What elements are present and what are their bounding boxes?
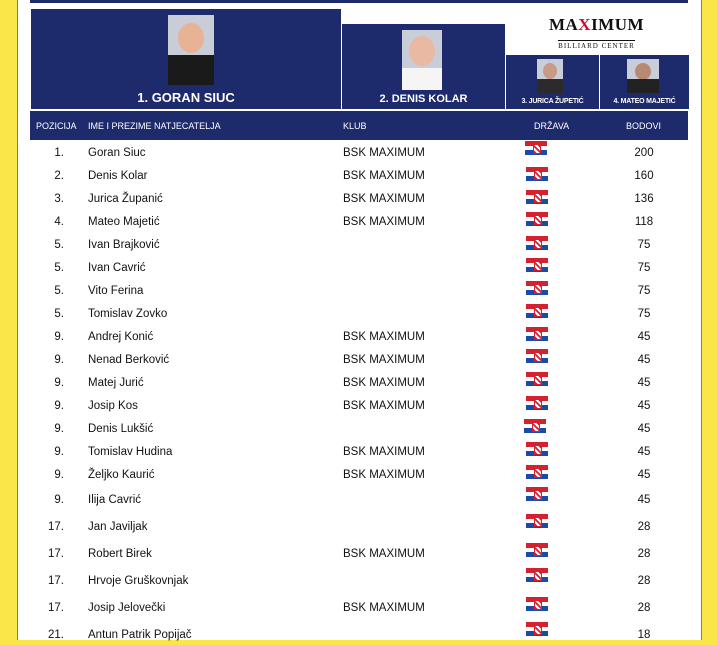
podium-name: 4. MATEO MAJETIĆ: [613, 98, 676, 105]
row-position: 9.: [54, 446, 64, 458]
croatia-flag-icon: [526, 304, 548, 318]
row-player-name: Denis Kolar: [88, 170, 148, 182]
podium-name: 2. DENIS KOLAR: [379, 93, 468, 105]
top-divider: [30, 0, 688, 3]
row-club: BSK MAXIMUM: [343, 377, 425, 389]
row-points: 75: [637, 262, 651, 274]
row-position: 17.: [48, 521, 64, 533]
maximum-logo: [505, 4, 688, 52]
croatia-flag-icon: [526, 597, 548, 611]
croatia-flag-icon: [525, 141, 547, 155]
table-row: [30, 442, 688, 462]
row-player-name: Jurica Županić: [88, 193, 163, 205]
row-points: 28: [637, 548, 651, 560]
croatia-flag-icon: [526, 236, 548, 250]
logo-text: MAXIMUM: [548, 15, 645, 34]
row-player-name: Goran Siuc: [88, 147, 146, 159]
table-row: [30, 350, 688, 370]
row-position: 9.: [54, 331, 64, 343]
row-position: 9.: [54, 377, 64, 389]
row-position: 1.: [54, 147, 64, 159]
row-player-name: Josip Jelovečki: [88, 602, 166, 614]
row-player-name: Ivan Brajković: [88, 239, 160, 251]
row-points: 200: [634, 147, 654, 159]
table-row: [30, 235, 688, 255]
row-position: 17.: [48, 575, 64, 587]
header-position: POZICIJA: [36, 121, 77, 131]
player-photo: [537, 59, 563, 93]
table-row: [30, 373, 688, 393]
row-points: 136: [634, 193, 654, 205]
row-club: BSK MAXIMUM: [343, 469, 425, 481]
row-position: 21.: [48, 629, 64, 641]
row-player-name: Matej Jurić: [88, 377, 144, 389]
row-player-name: Andrej Konić: [88, 331, 154, 343]
row-points: 45: [637, 494, 651, 506]
header-country: DRŽAVA: [534, 121, 570, 131]
table-row: [30, 490, 688, 510]
row-position: 17.: [48, 602, 64, 614]
row-club: BSK MAXIMUM: [343, 170, 425, 182]
row-points: 118: [634, 216, 654, 228]
croatia-flag-icon: [526, 327, 548, 341]
row-club: BSK MAXIMUM: [343, 602, 425, 614]
row-points: 18: [637, 629, 651, 641]
croatia-flag-icon: [526, 465, 548, 479]
row-club: BSK MAXIMUM: [343, 446, 425, 458]
row-points: 160: [634, 170, 654, 182]
table-row: [30, 327, 688, 347]
row-position: 3.: [54, 193, 64, 205]
croatia-flag-icon: [524, 419, 546, 433]
row-player-name: Mateo Majetić: [88, 216, 160, 228]
row-position: 9.: [54, 469, 64, 481]
croatia-flag-icon: [526, 212, 548, 226]
podium-name: 1. GORAN SIUC: [137, 90, 235, 105]
table-row: [30, 258, 688, 278]
table-row: [30, 396, 688, 416]
croatia-flag-icon: [526, 396, 548, 410]
row-player-name: Josip Kos: [88, 400, 138, 412]
row-points: 75: [637, 239, 651, 251]
croatia-flag-icon: [526, 190, 548, 204]
row-position: 5.: [54, 308, 64, 320]
table-row: [30, 304, 688, 324]
row-player-name: Jan Javiljak: [88, 521, 148, 533]
row-club: BSK MAXIMUM: [343, 331, 425, 343]
row-position: 5.: [54, 285, 64, 297]
row-points: 45: [637, 331, 651, 343]
table-row: [30, 544, 688, 564]
row-position: 5.: [54, 262, 64, 274]
table-row: [30, 143, 688, 163]
croatia-flag-icon: [526, 349, 548, 363]
header-name: IME I PREZIME NATJECATELJA: [88, 121, 221, 131]
logo-subtext: BILLIARD CENTER: [558, 42, 635, 50]
table-header: [30, 111, 688, 140]
row-points: 75: [637, 308, 651, 320]
row-points: 28: [637, 575, 651, 587]
table-row: [30, 419, 688, 439]
row-club: BSK MAXIMUM: [343, 400, 425, 412]
row-player-name: Vito Ferina: [88, 285, 144, 297]
player-photo: [627, 59, 659, 93]
podium-third: [505, 54, 600, 110]
row-player-name: Antun Patrik Popijač: [88, 629, 192, 641]
header-points: BODOVI: [626, 121, 662, 131]
table-row: [30, 598, 688, 618]
croatia-flag-icon: [526, 622, 548, 636]
row-points: 45: [637, 446, 651, 458]
table-row: [30, 625, 688, 645]
croatia-flag-icon: [526, 514, 548, 528]
row-position: 9.: [54, 400, 64, 412]
row-club: BSK MAXIMUM: [343, 354, 425, 366]
row-points: 75: [637, 285, 651, 297]
row-player-name: Ilija Cavrić: [88, 494, 142, 506]
podium-second: [341, 23, 506, 110]
row-club: BSK MAXIMUM: [343, 147, 425, 159]
row-position: 9.: [54, 423, 64, 435]
croatia-flag-icon: [526, 281, 548, 295]
row-position: 9.: [54, 354, 64, 366]
row-points: 45: [637, 354, 651, 366]
croatia-flag-icon: [526, 167, 548, 181]
row-club: BSK MAXIMUM: [343, 193, 425, 205]
row-player-name: Tomislav Zovko: [88, 308, 168, 320]
row-player-name: Nenad Berković: [88, 354, 170, 366]
row-points: 28: [637, 602, 651, 614]
row-club: BSK MAXIMUM: [343, 548, 425, 560]
row-position: 4.: [54, 216, 64, 228]
row-position: 2.: [54, 170, 64, 182]
player-photo: [402, 30, 442, 90]
row-points: 45: [637, 377, 651, 389]
podium-first: [30, 8, 342, 110]
row-points: 45: [637, 469, 651, 481]
table-row: [30, 166, 688, 186]
table-row: [30, 571, 688, 591]
row-player-name: Tomislav Hudina: [88, 446, 173, 458]
row-points: 45: [637, 423, 651, 435]
row-position: 5.: [54, 239, 64, 251]
croatia-flag-icon: [526, 258, 548, 272]
croatia-flag-icon: [526, 568, 548, 582]
row-player-name: Ivan Cavrić: [88, 262, 146, 274]
table-row: [30, 189, 688, 209]
row-points: 45: [637, 400, 651, 412]
croatia-flag-icon: [526, 487, 548, 501]
podium-name: 3. JURICA ŽUPETIĆ: [521, 98, 584, 105]
croatia-flag-icon: [526, 442, 548, 456]
table-row: [30, 517, 688, 537]
table-row: [30, 465, 688, 485]
row-player-name: Hrvoje Gruškovnjak: [88, 575, 189, 587]
row-player-name: Željko Kaurić: [88, 469, 155, 481]
row-player-name: Denis Lukšić: [88, 423, 154, 435]
player-photo: [168, 15, 214, 85]
table-row: [30, 281, 688, 301]
podium-fourth: [599, 54, 690, 110]
table-row: [30, 212, 688, 232]
croatia-flag-icon: [526, 372, 548, 386]
row-player-name: Robert Birek: [88, 548, 152, 560]
croatia-flag-icon: [526, 543, 548, 557]
row-club: BSK MAXIMUM: [343, 216, 425, 228]
row-points: 28: [637, 521, 651, 533]
row-position: 17.: [48, 548, 64, 560]
header-club: KLUB: [343, 121, 367, 131]
row-position: 9.: [54, 494, 64, 506]
